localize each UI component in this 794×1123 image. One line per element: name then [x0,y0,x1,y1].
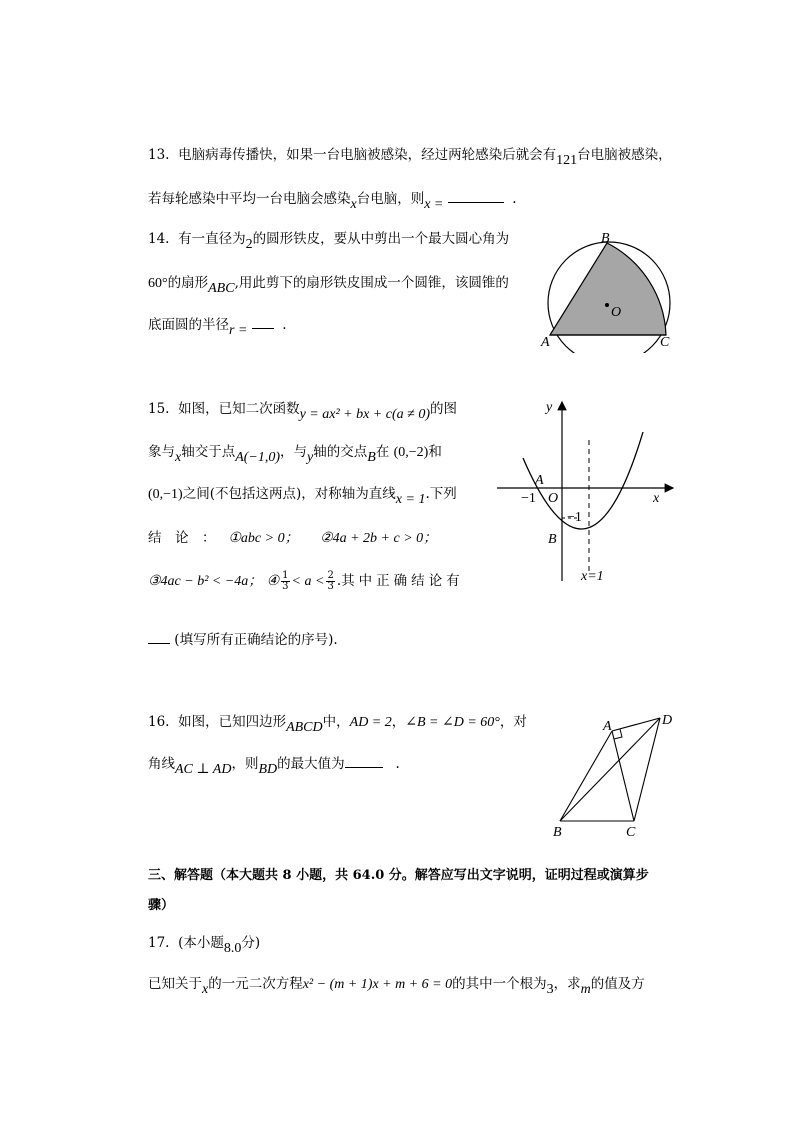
label-b: B [548,532,557,547]
label-y: y [546,400,553,415]
label-a: A [535,473,544,488]
quadrilateral-figure [548,708,680,840]
question-15-line-4: 结 论 ： ①abc > 0； ②4a + 2b + c > 0； [148,530,438,546]
label-x: x [653,491,660,506]
conclusion-1: ①abc > 0； [228,531,299,546]
label-a: A [541,335,550,350]
label-d: D [662,713,673,728]
question-16-line-1: 16. 如图，已知四边形ABCD中，AD = 2，∠B = ∠D = 60°，对 [148,714,527,735]
question-number: 17. [148,935,170,951]
section-3-heading-cont: 骤） [148,898,175,913]
math-121: 121 [556,153,578,168]
section-3-heading: 三、解答题（本大题共 8 小题，共 64.0 分。解答应写出文字说明，证明过程或演算步 [148,868,649,883]
question-15-line-1: 15. 如图，已知二次函数y = ax² + bx + c(a ≠ 0)的图 [148,401,457,422]
question-16-line-2: 角线AC ⊥ AD，则BD的最大值为 . [148,756,400,777]
label-b: B [601,231,610,246]
question-14-line-3: 底面圆的半径r = . [148,317,287,338]
parabola-figure [495,398,680,588]
question-13-line-1: 13. 电脑病毒传播快，如果一台电脑被感染，经过两轮感染后就会有121台电脑被感染， [148,147,672,168]
conclusion-3: ③4ac − b² < −4a； [148,574,263,589]
question-14-line-1: 14. 有一直径为2的圆形铁皮，要从中剪出一个最大圆心角为 [148,231,510,252]
fraction-two-thirds: $\frac{2}{3}$ [327,570,334,592]
question-17-line-2: 已知关于x的一元二次方程x² − (m + 1)x + m + 6 = 0的其中一个根为3，求m的值及方 [148,976,645,997]
question-15-line-3: (0,−1)之间(不包括这两点)，对称轴为直线x = 1.下列 [148,486,457,507]
question-15-line-5: ③4ac − b² < −4a； ④ $\frac{1}{3}$ < a < $\frac{2}{3}$ .其中正确结论有 [148,570,464,592]
question-14-line-2: 60°的扇形ABC,用此剪下的扇形铁皮围成一个圆锥，该圆锥的 [148,275,509,296]
label-origin: O [548,491,559,506]
label-x-equals-1: x=1 [581,569,604,584]
label-neg-one-x: −1 [521,491,536,506]
answer-blank[interactable] [148,631,170,644]
question-number: 16. [148,714,170,730]
label-c: C [660,335,670,350]
question-number: 15. [148,401,170,417]
answer-blank[interactable] [252,316,274,329]
question-13-line-2: 若每轮感染中平均一台电脑会感染x台电脑，则x = . [148,191,517,212]
answer-blank[interactable] [345,755,383,768]
label-c: C [626,825,636,840]
label-o: O [611,305,622,320]
answer-blank[interactable] [448,190,504,203]
label-neg-one-y: −1 [567,510,582,525]
label-b: B [553,825,562,840]
conclusion-2: ②4a + 2b + c > 0； [320,531,438,546]
fraction-one-third: $\frac{1}{3}$ [282,570,289,592]
question-17-line-1: 17. (本小题8.0分) [148,935,261,956]
sector-figure [535,228,685,353]
question-number: 14. [148,231,170,247]
question-15-line-2: 象与x轴交于点A(−1,0)，与y轴的交点B在 (0,−2)和 [148,444,442,465]
question-number: 13. [148,147,170,163]
label-a: A [603,719,612,734]
center-point [605,303,609,307]
question-15-line-6: (填写所有正确结论的序号). [148,631,338,649]
